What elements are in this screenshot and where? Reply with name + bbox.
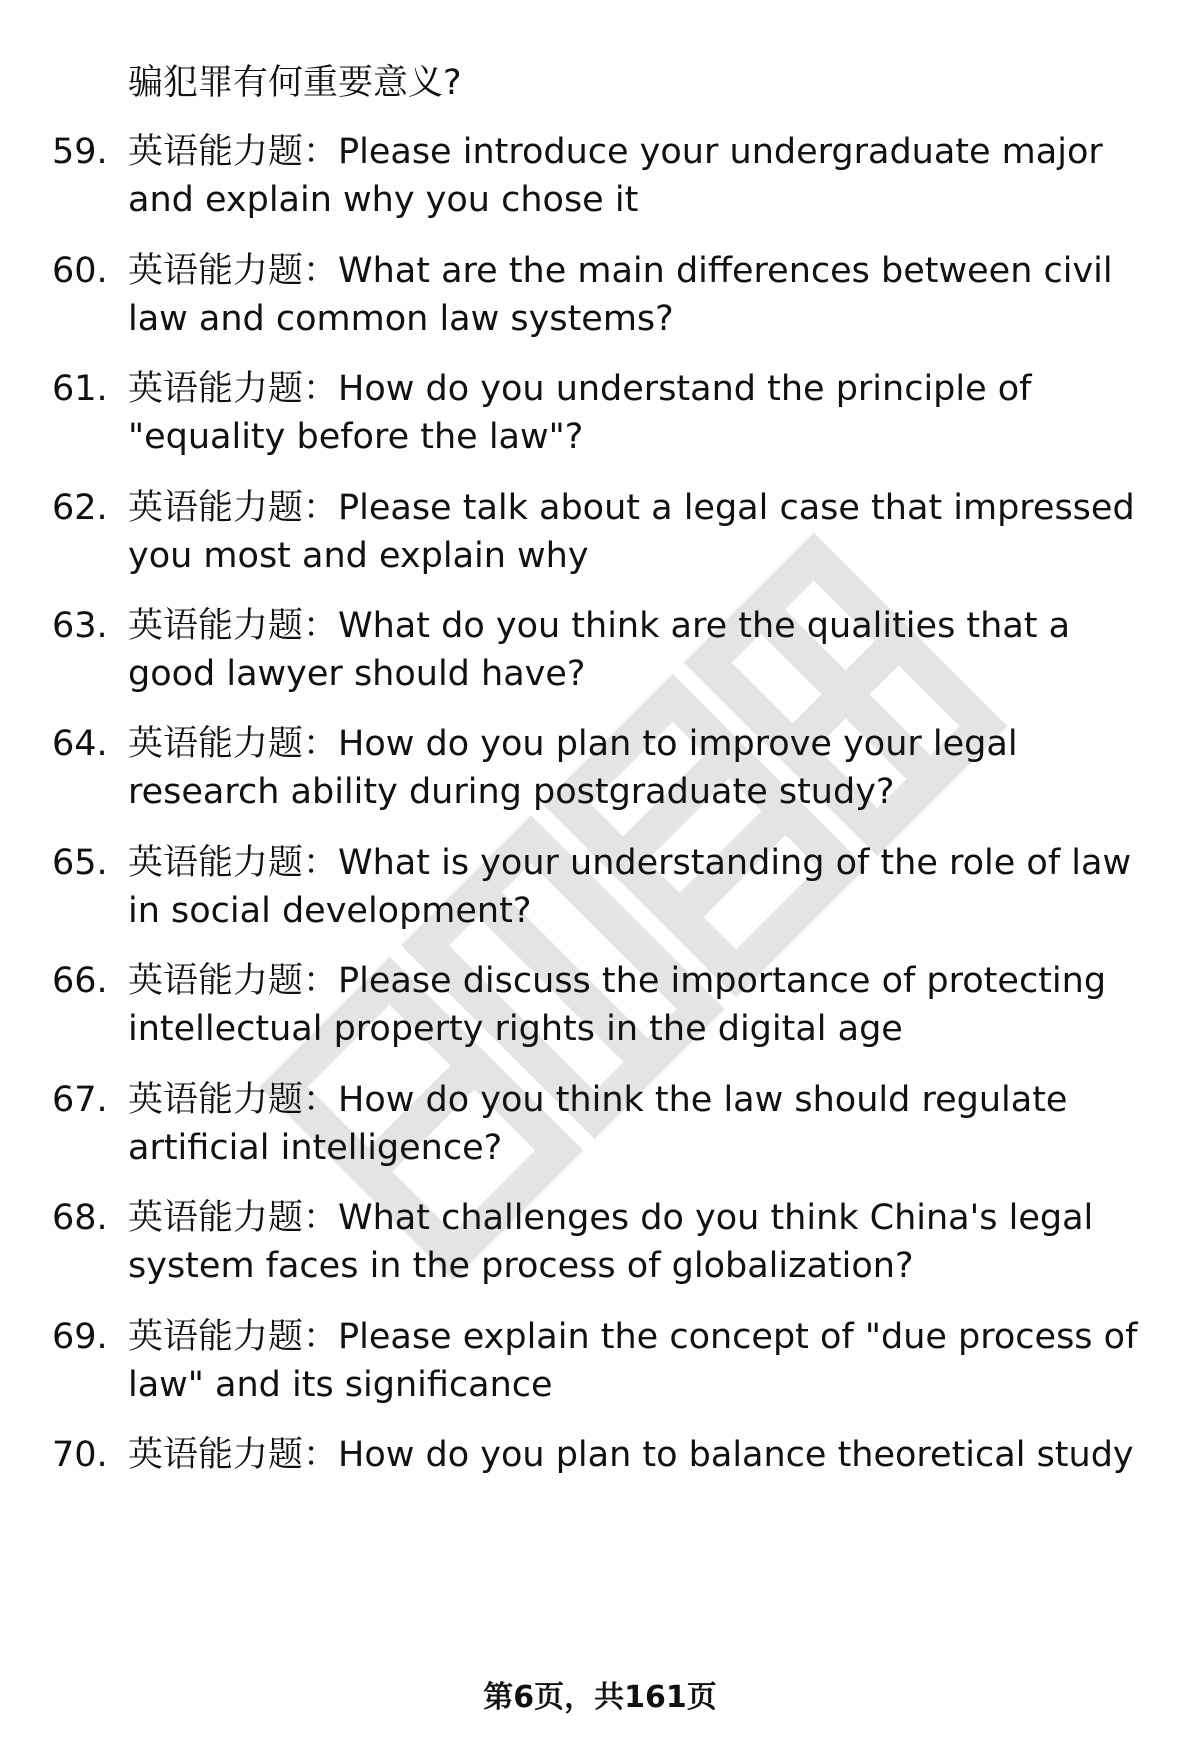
question-body: How do you plan to improve your legal research ability during postgraduate study?	[128, 724, 1018, 812]
question-item	[0, 1313, 1200, 1423]
question-body: How do you think the law should regulate artificial intelligence?	[128, 1080, 1068, 1168]
question-number: 62.	[52, 488, 108, 528]
question-text	[128, 957, 1148, 1053]
question-body: How do you understand the principle of "equality before the law"?	[128, 369, 1032, 457]
question-item	[0, 720, 1200, 830]
question-item	[0, 602, 1200, 712]
question-body: What challenges do you think China's legal system faces in the process of globalization?	[128, 1198, 1094, 1286]
question-number: 60.	[52, 251, 108, 291]
question-item	[0, 1194, 1200, 1304]
continuation-text: 骗犯罪有何重要意义?	[128, 63, 462, 103]
question-number: 67.	[52, 1080, 108, 1120]
question-number: 61.	[52, 369, 108, 409]
question-text	[128, 1313, 1148, 1409]
question-text	[128, 247, 1148, 343]
question-prefix: 英语能力题：	[128, 724, 339, 764]
page-number-footer: 第6页，共161页	[483, 1680, 717, 1715]
question-item	[0, 128, 1200, 238]
question-body: Please discuss the importance of protecting intellectual property rights in the digital age	[128, 961, 1107, 1049]
question-prefix: 英语能力题：	[128, 843, 339, 883]
question-prefix: 英语能力题：	[128, 1080, 339, 1120]
question-number: 70.	[52, 1435, 108, 1475]
question-text	[128, 1076, 1148, 1172]
question-item	[0, 839, 1200, 949]
question-prefix: 英语能力题：	[128, 606, 339, 646]
question-number: 66.	[52, 961, 108, 1001]
question-text	[128, 839, 1148, 935]
question-body: Please talk about a legal case that impressed you most and explain why	[128, 488, 1135, 576]
question-text	[128, 1194, 1148, 1290]
question-item	[0, 1076, 1200, 1186]
question-body: Please explain the concept of "due process of law" and its significance	[128, 1317, 1138, 1405]
question-prefix: 英语能力题：	[128, 1198, 339, 1238]
question-prefix: 英语能力题：	[128, 369, 339, 409]
question-item	[0, 365, 1200, 475]
question-number: 59.	[52, 132, 108, 172]
question-number: 65.	[52, 843, 108, 883]
question-prefix: 英语能力题：	[128, 1435, 339, 1475]
question-text	[128, 720, 1148, 816]
question-body: What do you think are the qualities that a good lawyer should have?	[128, 606, 1071, 694]
question-number: 69.	[52, 1317, 108, 1357]
question-item	[0, 1431, 1200, 1541]
question-text	[128, 128, 1148, 224]
question-body: Please introduce your undergraduate major and explain why you chose it	[128, 132, 1103, 220]
question-number: 68.	[52, 1198, 108, 1238]
question-item	[0, 484, 1200, 594]
question-body: What is your understanding of the role of law in social development?	[128, 843, 1132, 931]
question-prefix: 英语能力题：	[128, 251, 339, 291]
question-item	[0, 957, 1200, 1067]
question-text	[128, 602, 1148, 698]
question-prefix: 英语能力题：	[128, 488, 339, 528]
question-text	[128, 484, 1148, 580]
question-body: What are the main differences between civil law and common law systems?	[128, 251, 1113, 339]
question-prefix: 英语能力题：	[128, 1317, 339, 1357]
question-prefix: 英语能力题：	[128, 132, 339, 172]
question-text	[128, 365, 1148, 461]
question-number: 63.	[52, 606, 108, 646]
question-item	[0, 247, 1200, 357]
question-number: 64.	[52, 724, 108, 764]
question-prefix: 英语能力题：	[128, 961, 339, 1001]
question-text	[128, 1431, 1148, 1479]
question-body: How do you plan to balance theoretical study	[338, 1435, 1134, 1475]
